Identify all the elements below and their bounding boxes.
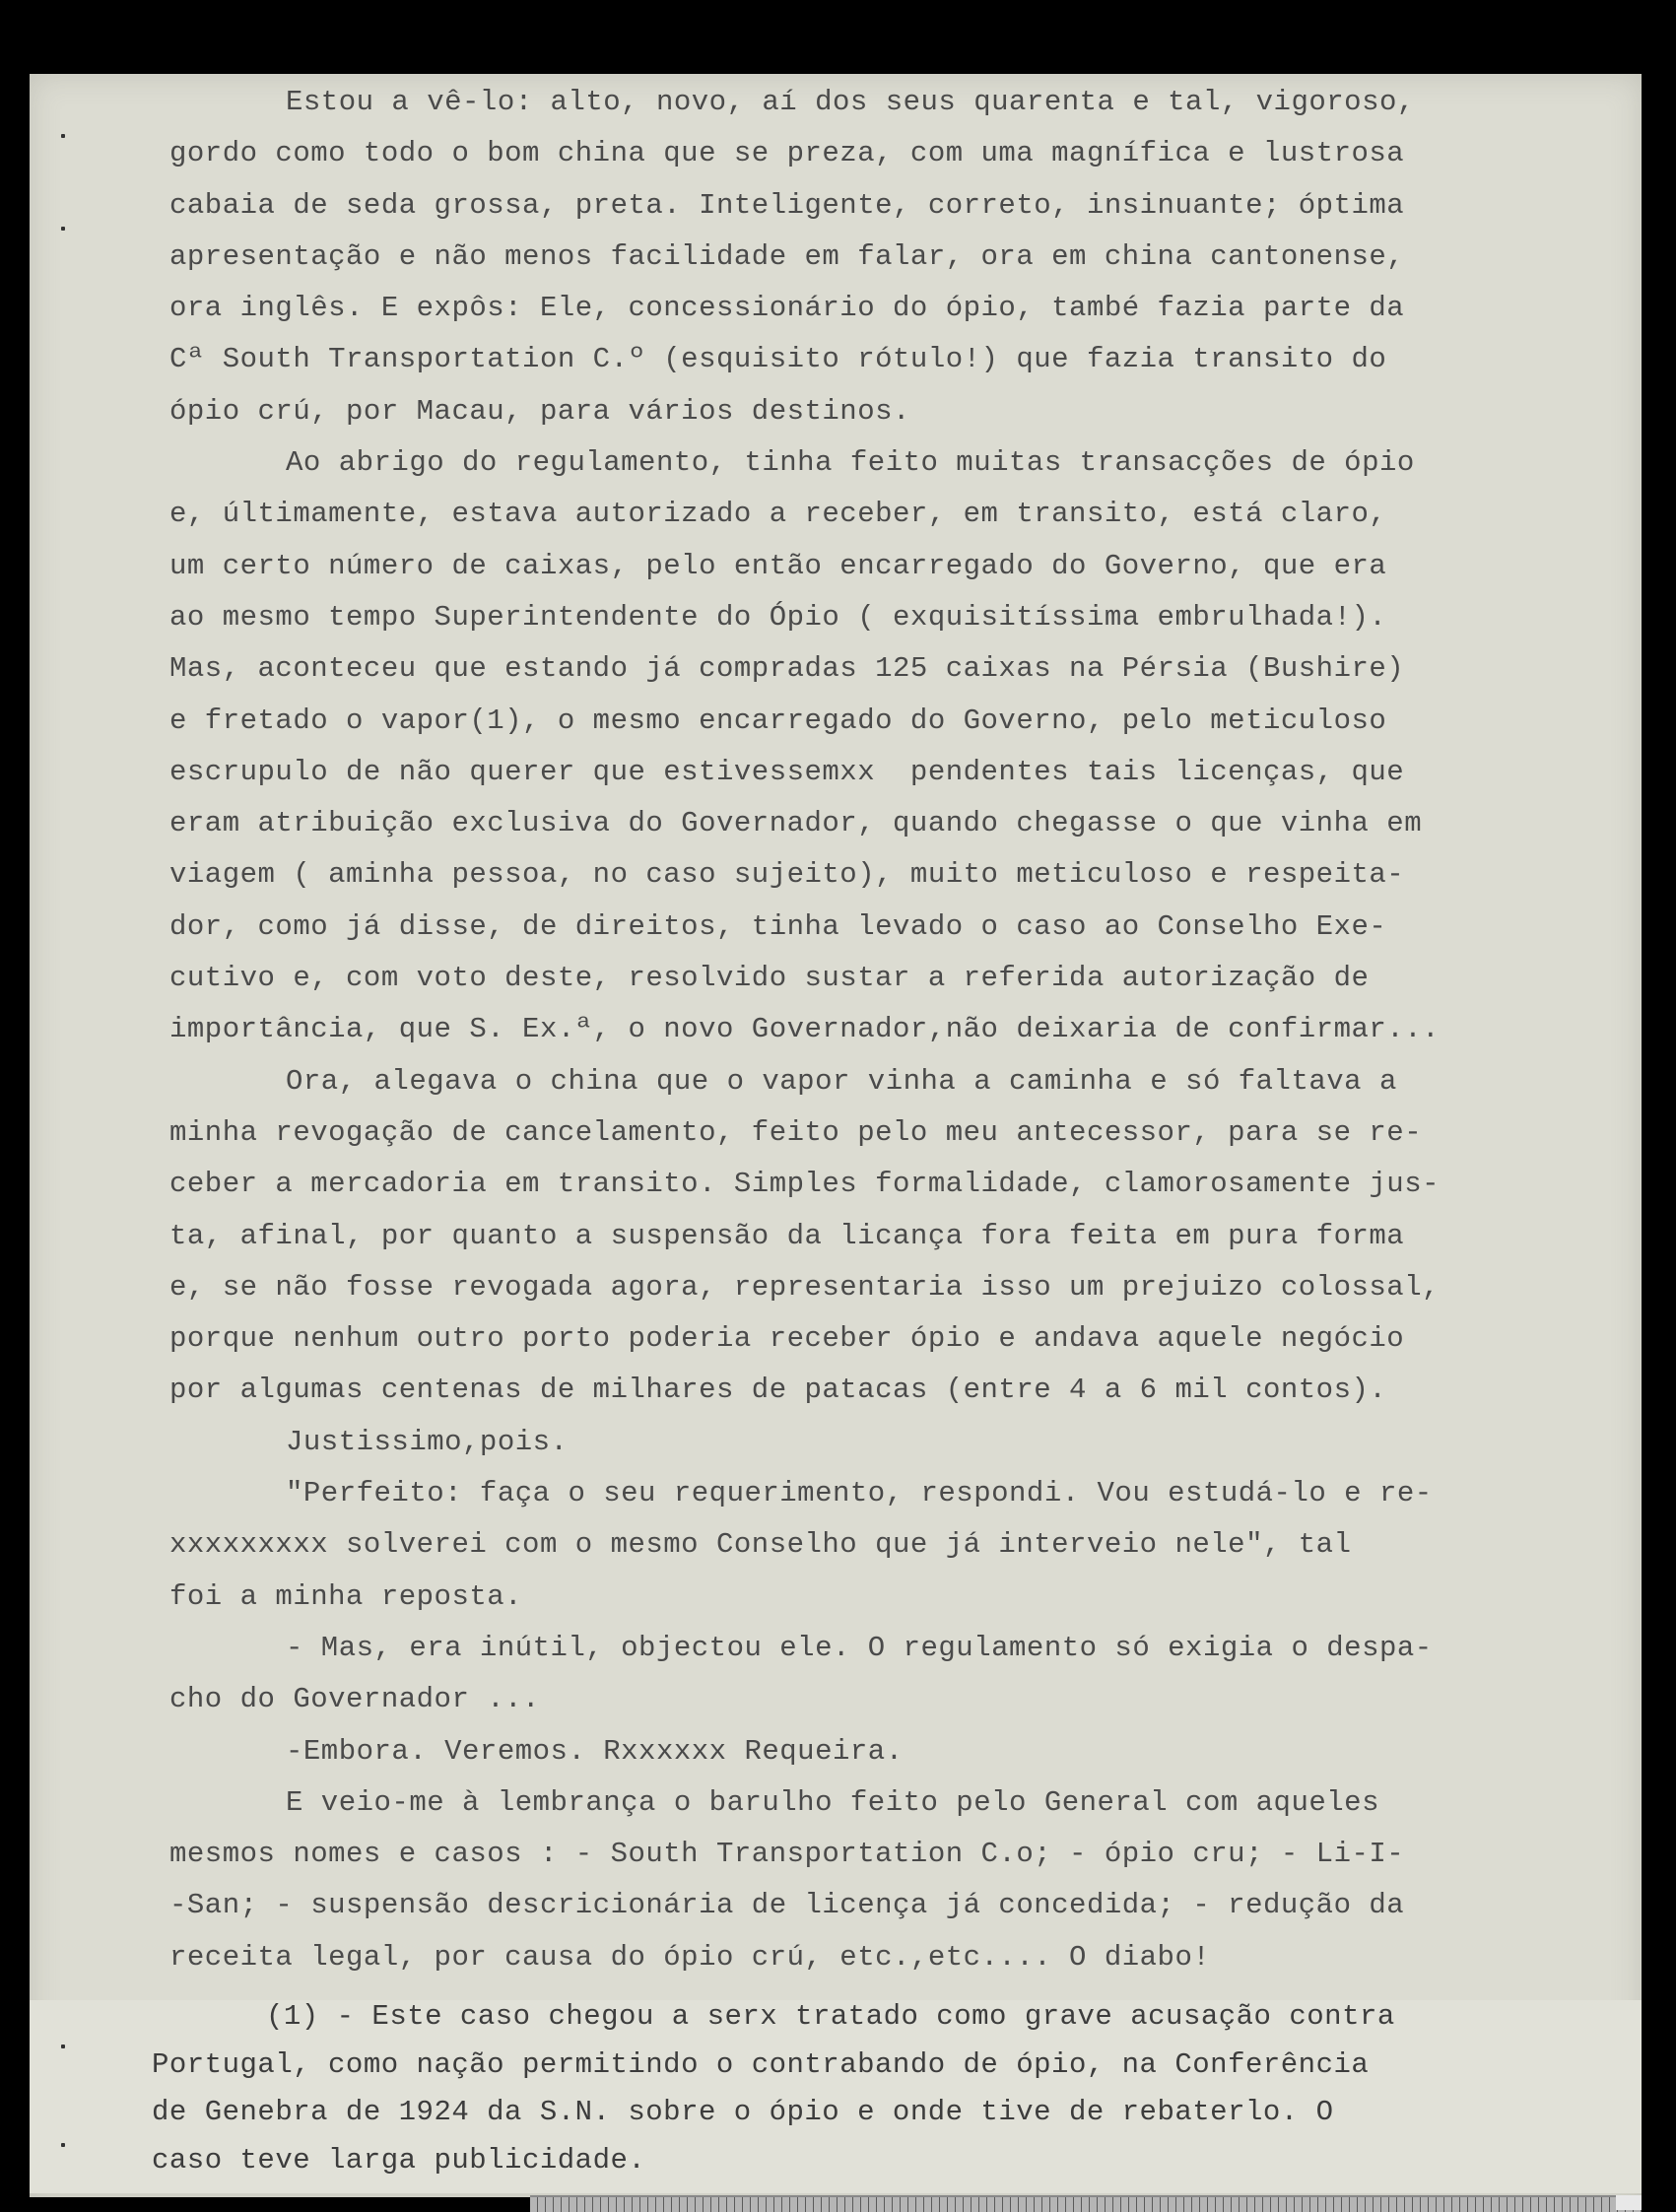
text-line: - Mas, era inútil, objectou ele. O regulamento só exigia o despa- bbox=[286, 1631, 1433, 1664]
text-line: gordo como todo o bom china que se preza, com uma magnífica e lustrosa bbox=[169, 137, 1405, 170]
text-line: porque nenhum outro porto poderia receber ópio e andava aquele negócio bbox=[169, 1322, 1405, 1356]
text-line: Mas, aconteceu que estando já compradas 125 caixas na Pérsia (Bushire) bbox=[169, 652, 1405, 686]
text-line: Ora, alegava o china que o vapor vinha a caminha e só faltava a bbox=[286, 1064, 1397, 1098]
text-line: ceber a mercadoria em transito. Simples formalidade, clamorosamente jus- bbox=[169, 1168, 1441, 1201]
text-line: -Embora. Veremos. Rxxxxxx Requeira. bbox=[286, 1734, 904, 1768]
text-line: importância, que S. Ex.ª, o novo Governador,não deixaria de confirmar... bbox=[169, 1013, 1441, 1046]
text-line: Estou a vê-lo: alto, novo, aí dos seus quarenta e tal, vigoroso, bbox=[286, 86, 1415, 118]
text-line: minha revogação de cancelamento, feito pelo meu antecessor, para se re- bbox=[169, 1115, 1423, 1149]
text-line: Cª South Transportation C.º (esquisito rótulo!) que fazia transito do bbox=[169, 343, 1387, 376]
text-line: cho do Governador ... bbox=[169, 1683, 540, 1716]
margin-dot bbox=[61, 2143, 65, 2147]
margin-dot bbox=[61, 2044, 65, 2048]
text-line: e fretado o vapor(1), o mesmo encarregado do Governo, pelo meticuloso bbox=[169, 704, 1387, 737]
text-line: dor, como já disse, de direitos, tinha levado o caso ao Conselho Exe- bbox=[169, 909, 1387, 943]
scale-ruler-end bbox=[1616, 2195, 1642, 2210]
text-line: e, últimamente, estava autorizado a receber, em transito, está claro, bbox=[169, 498, 1387, 531]
margin-dot bbox=[61, 227, 65, 231]
footnote-line: caso teve larga publicidade. bbox=[152, 2143, 646, 2177]
text-line: um certo número de caixas, pelo então encarregado do Governo, que era bbox=[169, 549, 1387, 582]
text-line: -San; - suspensão descricionária de licença já concedida; - redução da bbox=[169, 1889, 1405, 1922]
margin-dot bbox=[61, 134, 65, 138]
footnote-line: Portugal, como nação permitindo o contrabando de ópio, na Conferência bbox=[152, 2047, 1370, 2081]
text-line: viagem ( aminha pessoa, no caso sujeito), muito meticuloso e respeita- bbox=[169, 858, 1405, 892]
typewritten-body bbox=[169, 77, 1569, 1983]
scale-ruler bbox=[530, 2195, 1642, 2212]
text-line: mesmos nomes e casos : - South Transportation C.o; - ópio cru; - Li-I- bbox=[169, 1838, 1405, 1871]
text-line: xxxxxxxxx solverei com o mesmo Conselho que já interveio nele", tal bbox=[169, 1528, 1352, 1562]
text-line: Justissimo,pois. bbox=[286, 1425, 569, 1458]
text-line: ópio crú, por Macau, para vários destinos. bbox=[169, 394, 910, 428]
text-line: e, se não fosse revogada agora, representaria isso um prejuizo colossal, bbox=[169, 1270, 1441, 1304]
footnote-line: de Genebra de 1924 da S.N. sobre o ópio e onde tive de rebaterlo. O bbox=[152, 2096, 1334, 2128]
footnote bbox=[152, 1993, 1610, 2184]
text-line: "Perfeito: faça o seu requerimento, respondi. Vou estudá-lo e re- bbox=[286, 1477, 1433, 1510]
text-line: ta, afinal, por quanto a suspensão da licança fora feita em pura forma bbox=[169, 1219, 1405, 1252]
text-line: foi a minha reposta. bbox=[169, 1579, 523, 1613]
text-line: Ao abrigo do regulamento, tinha feito muitas transacções de ópio bbox=[286, 446, 1415, 480]
text-line: cabaia de seda grossa, preta. Inteligente, correto, insinuante; óptima bbox=[169, 188, 1405, 222]
text-line: apresentação e não menos facilidade em falar, ora em china cantonense, bbox=[169, 239, 1405, 273]
text-line: cutivo e, com voto deste, resolvido sustar a referida autorização de bbox=[169, 962, 1370, 995]
text-line: ora inglês. E expôs: Ele, concessionário do ópio, també fazia parte da bbox=[169, 292, 1405, 325]
text-line: escrupulo de não querer que estivessemxx pendentes tais licenças, que bbox=[169, 755, 1405, 788]
text-line: por algumas centenas de milhares de patacas (entre 4 a 6 mil contos). bbox=[169, 1374, 1387, 1407]
text-line: receita legal, por causa do ópio crú, etc.,etc.... O diabo! bbox=[169, 1940, 1211, 1974]
text-line: ao mesmo tempo Superintendente do Ópio ( exquisitíssima embrulhada!). bbox=[169, 600, 1387, 634]
text-line: eram atribuição exclusiva do Governador, quando chegasse o que vinha em bbox=[169, 807, 1423, 840]
text-line: E veio-me à lembrança o barulho feito pelo General com aqueles bbox=[286, 1785, 1379, 1819]
footnote-line: (1) - Este caso chegou a serx tratado como grave acusação contra bbox=[266, 2000, 1395, 2033]
